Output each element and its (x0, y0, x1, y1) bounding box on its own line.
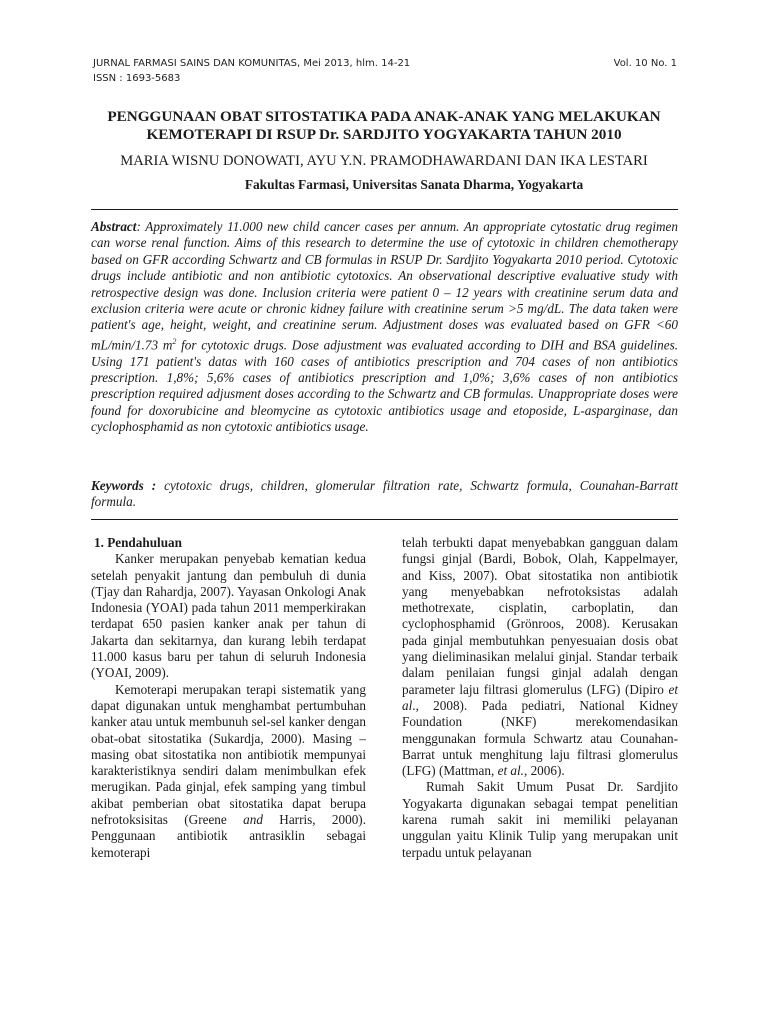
left-column (91, 535, 366, 861)
paragraph-2-text-2: Harris, 2000). Penggunaan antibiotik antrasiklin sebagai kemoterapi (91, 812, 366, 860)
paragraph-4: Rumah Sakit Umum Pusat Dr. Sardjito Yogyakarta digunakan sebagai tempat penelitian karena rumah sakit ini memiliki pelayanan unggulan yaitu Klinik Tulip yang merupakan unit terpadu untuk pelayanan (402, 779, 678, 860)
keywords-label: Keywords : (91, 478, 157, 493)
paragraph-3-italic-2: et al. (497, 763, 524, 779)
title-line-1: PENGGUNAAN OBAT SITOSTATIKA PADA ANAK-ANAK YANG MELAKUKAN (107, 108, 661, 125)
section-heading: 1. Pendahuluan (94, 535, 182, 550)
paper-title (60, 108, 708, 144)
rule-bottom (91, 519, 678, 520)
keywords (91, 478, 678, 511)
paragraph-2-text-1: Kemoterapi merupakan terapi sistematik yang dapat digunakan untuk menghambat pertumbuhan kanker atau untuk membunuh sel-sel kanker dengan obat-obat sitostatika (Sukardja, 2000). Masing – masing obat sitostatika non antibiotik mempunyai karakteristiknya sendiri dalam menimbulkan efek merugikan. Pada ginjal, efek samping yang timbul akibat pemberian obat sitostatika dapat berupa nefrotoksisitas (Greene (91, 681, 366, 828)
paragraph-3-text-3: , 2006). (523, 763, 565, 779)
abstract (91, 219, 678, 436)
issn: ISSN : 1693-5683 (93, 73, 181, 84)
paragraph-3 (402, 535, 678, 779)
paragraph-3-text-1: telah terbukti dapat menyebabkan gangguan dalam fungsi ginjal (Bardi, Bobok, Olah, Kappelmayer, and Kiss, 2007). Obat sitostatika non antibiotik yang menyebabkan nefrotoksistas adalah methotrexate, cisplatin, carboplatin, dan cyclophosphamid (Grönroos, 2008). Kerusakan pada ginjal membutuhkan penyesuaian dosis obat yang dieliminasikan melalui ginjal. Standar terbaik dalam penilaian fungsi ginjal adalah dengan parameter laju filtrasi glomerulus (LFG) (Dipiro (402, 535, 678, 697)
abstract-text-2: for cytotoxic drugs. Dose adjustment was evaluated according to DIH and BSA guidelines. Using 171 patient's datas with 160 cases of antibiotics prescription and 704 cases of non antibiotics prescription. 1,8%; 5,6% cases of antibiotics prescription and 1,0%; 3,6% cases of non antibiotics prescription required adjusment doses according to the Schwartz and CB formulas. Unappropriate doses were found for doxorubicine and bleomycine as cytotoxic antibiotics usage and etoposide, L-asparginase, dan cyclophosphamid as non cytotoxic antibiotics usage. (91, 337, 679, 435)
paragraph-2 (91, 682, 366, 861)
journal-citation: JURNAL FARMASI SAINS DAN KOMUNITAS, Mei 2013, hlm. 14-21 (93, 58, 411, 69)
paragraph-3-italic-1: et al (402, 681, 678, 713)
abstract-label: Abstract (91, 219, 137, 234)
volume-number: Vol. 10 No. 1 (613, 58, 677, 69)
authors: MARIA WISNU DONOWATI, AYU Y.N. PRAMODHAWARDANI DAN IKA LESTARI (120, 153, 648, 169)
abstract-superscript: 2 (172, 336, 177, 346)
paragraph-3-text-2: ., 2008). Pada pediatri, National Kidney Foundation (NKF) merekomendasikan menggunakan formula Schwartz atau Counahan-Barrat untuk menghitung laju filtrasi glomerulus (LFG) (Mattman, (402, 697, 678, 779)
running-header (93, 56, 677, 86)
paragraph-1: Kanker merupakan penyebab kematian kedua setelah penyakit jantung dan pembuluh di dunia (Tjay dan Rahardja, 2007). Yayasan Onkologi Anak Indonesia (YOAI) pada tahun 2011 memperkirakan terdapat 650 pasien kanker anak per tahun di Jakarta dan sekitarnya, dan kurang lebih terdapat 11.000 kasus baru per tahun di seluruh Indonesia (YOAI, 2009). (91, 551, 366, 681)
paragraph-2-italic: and (243, 812, 263, 828)
title-line-2: KEMOTERAPI DI RSUP Dr. SARDJITO YOGYAKARTA TAHUN 2010 (146, 126, 622, 143)
right-column (402, 535, 678, 861)
keywords-text: cytotoxic drugs, children, glomerular filtration rate, Schwartz formula, Counahan-Barratt formula. (91, 478, 678, 510)
affiliation: Fakultas Farmasi, Universitas Sanata Dharma, Yogyakarta (244, 177, 584, 192)
rule-top (91, 209, 678, 210)
abstract-text-1: : Approximately 11.000 new child cancer cases per annum. An appropriate cytostatic drug regimen can worse renal function. Aims of this research to determine the use of cytotoxic in children chemotherapy based on GFR according Schwartz and CB formulas in RSUP Dr. Sardjito Yogyakarta 2010 period. Cytotoxic drugs include antibiotic and non antibiotic cytotoxics. An observational descriptive evaluative study with retrospective design was done. Inclusion criteria were patient 0 – 12 years with creatinine serum data and exclusion criteria were acute or chronic kidney failure with creatinine serum >5 mg/dL. The data taken were patient's age, height, weight, and creatinine serum. Adjustment doses was evaluated based on GFR <60 mL/min/1.73 m (91, 219, 678, 353)
